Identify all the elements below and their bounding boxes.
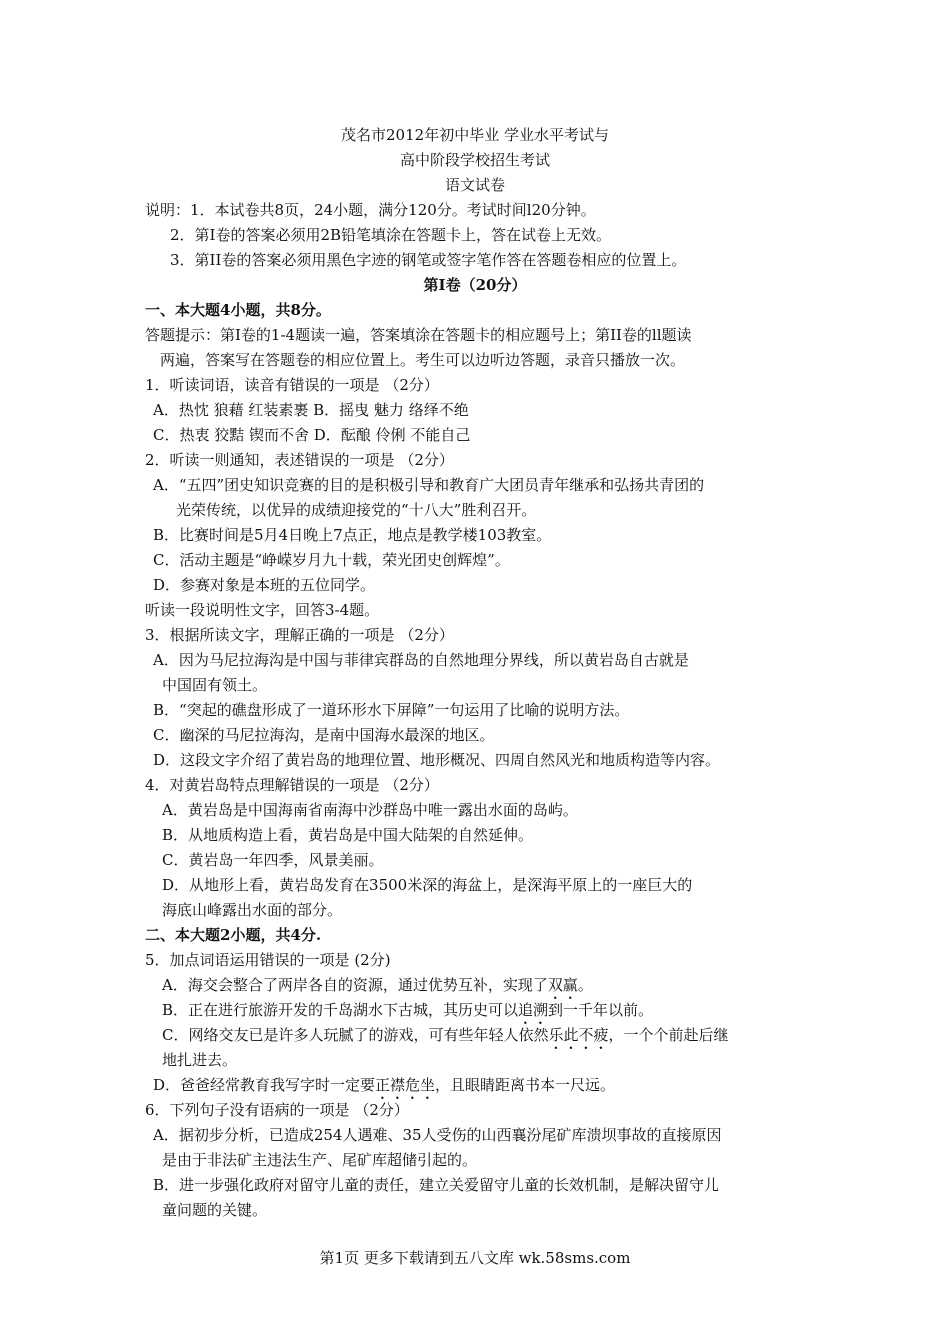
page-footer: 第1页 更多下载请到五八文库 wk.58sms.com [319,1249,631,1267]
q5-d-dotted-word: 正襟危坐 [375,1076,436,1094]
hint-line-2: 两遍，答案写在答题卷的相应位置上。考生可以边听边答题，录音只播放一次。 [160,351,686,369]
q4-option-d-line1: D．从地形上看，黄岩岛发育在3500米深的海盆上，是深海平原上的一座巨大的 [162,876,693,894]
q4-option-a: A．黄岩岛是中国海南省南海中沙群岛中唯一露出水面的岛屿。 [162,801,578,819]
q3-option-a-line1: A．因为马尼拉海沟是中国与菲律宾群岛的自然地理分界线，所以黄岩岛自古就是 [153,651,689,669]
instruction-2: 2．第I卷的答案必须用2B铅笔填涂在答题卡上，答在试卷上无效。 [170,226,612,244]
q5-a-text-post: 。 [577,976,593,994]
q2-stem: 2．听读一则通知，表述错误的一项是 （2分） [145,451,454,469]
q2-option-a-line1: A．“五四”团史知识竞赛的目的是积极引导和教育广大团员青年继承和弘扬共青团的 [153,476,705,494]
q5-stem: 5．加点词语运用错误的一项是 (2分) [145,951,391,969]
section1-heading: 一、本大题4小题，共8分。 [145,301,331,319]
q3-stem: 3．根据所读文字，理解正确的一项是 （2分） [145,626,454,644]
q3-option-a-line2: 中国固有领土。 [162,676,268,694]
q2-option-d: D．参赛对象是本班的五位同学。 [153,576,376,594]
q2-option-c: C．活动主题是“峥嵘岁月九十载，荣光团史创辉煌”。 [153,551,510,569]
q2-option-b: B．比赛时间是5月4日晚上7点正，地点是教学楼103教室。 [153,526,552,544]
title-line-2: 高中阶段学校招生考试 [399,151,550,169]
q5-option-c-line2: 地扎进去。 [162,1051,238,1069]
q4-option-c: C．黄岩岛一年四季，风景美丽。 [162,851,384,869]
q5-d-text-pre: D．爸爸经常教育我写字时一定要 [153,1076,376,1094]
q5-b-text-post: 到一千年以前。 [548,1001,654,1019]
title-line-3: 语文试卷 [444,176,505,194]
passage-intro: 听读一段说明性文字，回答3-4题。 [145,601,380,619]
q5-a-text-pre: A．海交会整合了两岸各自的资源，通过优势互补，实现了 [162,976,548,994]
q6-stem: 6．下列句子没有语病的一项是 （2分） [145,1101,409,1119]
q5-c-text-pre: C．网络交友已是许多人玩腻了的游戏，可有些年轻人依然 [162,1026,549,1044]
q3-option-d: D．这段文字介绍了黄岩岛的地理位置、地形概况、四周自然风光和地质构造等内容。 [153,751,721,769]
q6-option-b-line2: 童问题的关键。 [162,1201,268,1219]
q5-c-dotted-word: 乐此不疲 [548,1026,609,1044]
q1-options-ab: A．热忱 狼藉 红装素裹 B．摇曳 魅力 络绎不绝 [153,401,469,419]
q5-a-dotted-word: 双赢 [547,976,578,994]
q5-b-dotted-word: 追溯 [518,1001,549,1019]
part1-title: 第I卷（20分） [423,276,527,294]
instruction-3: 3．第II卷的答案必须用黑色字迹的钢笔或签字笔作答在答题卷相应的位置上。 [170,251,687,269]
q2-option-a-line2: 光荣传统，以优异的成绩迎接党的“十八大”胜利召开。 [176,501,537,519]
q5-d-text-post: ，且眼睛距离书本一尺远。 [435,1076,616,1094]
q4-option-d-line2: 海底山峰露出水面的部分。 [162,901,343,919]
hint-line-1: 答题提示：第I卷的1-4题读一遍，答案填涂在答题卡的相应题号上；第II卷的ll题读 [145,326,692,344]
title-line-1: 茂名市2012年初中毕业 学业水平考试与 [341,126,609,144]
q3-option-c: C．幽深的马尼拉海沟，是南中国海水最深的地区。 [153,726,495,744]
q1-stem: 1．听读词语，读音有错误的一项是 （2分） [145,376,439,394]
q4-stem: 4．对黄岩岛特点理解错误的一项是 （2分） [145,776,439,794]
q1-options-cd: C．热衷 狡黠 锲而不舍 D．酝酿 伶俐 不能自己 [153,426,471,444]
q6-option-a-line2: 是由于非法矿主违法生产、尾矿库超储引起的。 [162,1151,478,1169]
q5-option-c-line1 [162,1024,729,1053]
q4-option-b: B．从地质构造上看，黄岩岛是中国大陆架的自然延伸。 [162,826,534,844]
q5-c-text-post: ，一个个前赴后继 [608,1026,729,1044]
q6-option-a-line1: A．据初步分析，已造成254人遇难、35人受伤的山西襄汾尾矿库溃坝事故的直接原因 [153,1126,722,1144]
q5-b-text-pre: B．正在进行旅游开发的千岛湖水下古城，其历史可以 [162,1001,519,1019]
q3-option-b: B．“突起的礁盘形成了一道环形水下屏障”一句运用了比喻的说明方法。 [153,701,630,719]
section2-heading: 二、本大题2小题，共4分. [145,926,322,944]
q6-option-b-line1: B．进一步强化政府对留守儿童的责任，建立关爱留守儿童的长效机制，是解决留守儿 [153,1176,720,1194]
instruction-1: 说明：1．本试卷共8页，24小题，满分120分。考试时间l20分钟。 [145,201,596,219]
